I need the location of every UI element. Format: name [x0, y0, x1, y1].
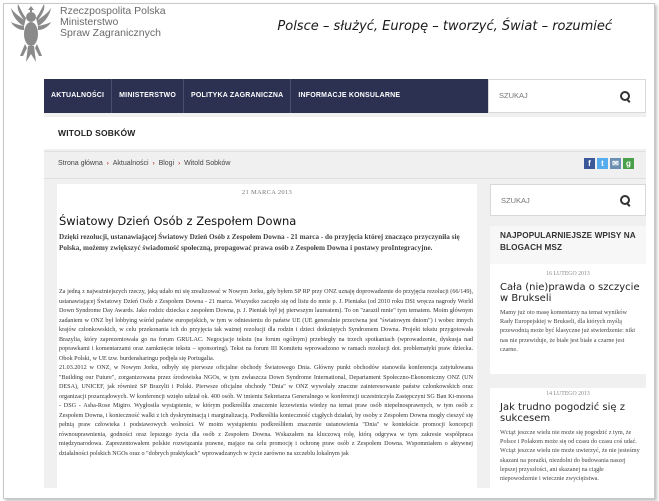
breadcrumb-separator-icon: ›: [106, 161, 109, 167]
card-separator: [490, 374, 646, 388]
top-search-box: [488, 79, 646, 113]
author-title[interactable]: WITOLD SOBKÓW: [58, 128, 136, 138]
google-plus-icon[interactable]: g: [623, 158, 634, 169]
breadcrumb-blogi[interactable]: Blogi: [158, 160, 175, 167]
facebook-icon[interactable]: f: [584, 158, 595, 169]
popular-posts: [490, 226, 646, 490]
post-title[interactable]: Jak trudno pogodzić się z sukcesem: [500, 402, 625, 424]
eagle-emblem-icon[interactable]: [10, 4, 52, 64]
post-date: 16 LUTEGO 2013: [546, 271, 590, 277]
breadcrumb-separator-icon: ›: [152, 161, 155, 167]
sidebar-search-input[interactable]: [499, 195, 613, 206]
article: [57, 184, 477, 490]
breadcrumb-aktualnosci[interactable]: Aktualności: [112, 160, 149, 167]
search-icon[interactable]: [620, 91, 631, 102]
browser-frame: [3, 3, 655, 499]
ministry-line-3: Spraw Zagranicznych: [60, 27, 161, 39]
sidebar: [490, 184, 646, 490]
nav-item-informacje-konsularne[interactable]: INFORMACJE KONSULARNE: [290, 79, 407, 113]
popular-post-card[interactable]: [490, 264, 646, 374]
nav-item-polityka-zagraniczna[interactable]: POLITYKA ZAGRANICZNA: [183, 79, 290, 113]
breadcrumb-current: Witold Sobków: [184, 160, 231, 167]
article-date: 21 MARCA 2013: [241, 189, 293, 196]
brand-header: [4, 4, 654, 76]
article-title: Światowy Dzień Osób z Zespołem Downa: [59, 214, 297, 228]
search-icon[interactable]: [620, 195, 631, 206]
ministry-name[interactable]: [60, 6, 166, 39]
article-body: [59, 288, 473, 459]
breadcrumb-bar: [44, 151, 646, 179]
social-share: [584, 158, 634, 169]
main-navigation: [44, 79, 646, 113]
breadcrumb-home[interactable]: Strona główna: [58, 160, 103, 167]
nav-item-ministerstwo[interactable]: MINISTERSTWO: [111, 79, 183, 113]
post-excerpt: Mamy już oto masę komentarzy na temat wyników Rady Europejskiej w Brukseli, dla których myślą przewodnią może być klasyczne już stwierdzenie: nikt nas nie przewiduje, że białe jest białe a czarne jest czarne.: [500, 309, 636, 353]
twitter-icon[interactable]: t: [597, 158, 608, 169]
nav-item-aktualnosci[interactable]: AKTUALNOŚCI: [51, 92, 105, 99]
article-lead: Dzięki rezolucji, ustanawiającej Światowy Dzień Osób z Zespołem Downa - 21 marca - do przyjęcia której znacząco przyczyniła się Polska, możemy zwiększyć świadomość społeczną, propagować prawa osób z Zespołem Downa i postawy proIntegracyjne.: [59, 233, 460, 252]
ministry-line-2: Ministerstwo: [60, 16, 119, 28]
ministry-motto: Polsce – służyć, Europę – tworzyć, Świat – rozumieć: [277, 19, 612, 34]
post-excerpt: Wciąż jeszcze wielu nie może się pogodzić z tym, że Polsce i Polakom może się od czasu do czasu coś udać. Wciąż jeszcze wielu nie może uwierzyć, że nie jesteśmy skazani na porażki, niezdolni do budowania naszej lepszej przyszłości, ani skazanej na ciągłe niepowodzenie i wiecznie zwyciężstwa.: [500, 429, 640, 483]
ministry-line-1: Rzeczpospolita Polska: [60, 5, 166, 17]
popular-post-card[interactable]: [490, 388, 646, 498]
author-header: [44, 117, 646, 149]
popular-posts-header: [490, 226, 646, 265]
breadcrumb: [58, 160, 230, 167]
top-search-input[interactable]: [497, 90, 611, 101]
breadcrumb-separator-icon: ›: [178, 161, 181, 167]
post-title[interactable]: Cała (nie)prawda o szczycie w Brukseli: [500, 282, 640, 304]
popular-posts-title: NAJPOPULARNIEJSZE WPISY NA BLOGACH MSZ: [500, 231, 636, 252]
article-body-text: Za jedną z najważniejszych rzeczy, jaką udało mi się zrealizować w Nowym Jorku, gdy byłem SP RP przy ONZ uznaję doprowadzenie do przyjęcia rezolucji (66/149), ustanawiającej Światowy Dzień Osób z Zespołem Downa - 21 marca. Wszystko zaczęło się od listu do mnie p. J. Pieniaka (od 2010 roku DSI wręcza nagrody World Down Syndrome Day Awards. Jako rodzic dziecka z zespołem Downa, p. J. Pieniak był jej pierwszym laureatem). To on "zaraził mnie" tym tematem. Moim głównym zadaniem w ONZ był lobbying wśród państw europejskich, w tym w odniesieniu do państw UE (UE generalnie przeciwna jest "światowym dniom") i wobec innych krajów członkowskich, w celu przekonania ich do przyjęcia tak ważnej rezolucji dla rodzin i dzieci dotkniętych Syndromem Downa. Projekt tekstu przygotowała Brazylia, który zaprezentowała go na forum GRULAC. Negocjacje tekstu (na forum ogólnym) przebiegły na trzech spotkaniach (wprowadzenie, dyskusja nad poprawkami i komentarzami oraz zamknięcie tekstu – sponsoring). Tekst na forum III Komitetu wprowadzono w ramach rezolucji dot. problematyki praw dziecka. Obok Polski, w UE tzw. burdensharingu podjęła się Portugalia. 21.03.2012 w ONZ, w Nowym Jorku, odbyły się pierwsze oficjalne obchody Światowego Dnia. Główny punkt obchodów stanowiła konferencja zatytułowana "Building our Future", zorganizowana przez środowiska NGOs, w tym zwłaszcza Down Syndrome International, Departament Społeczno-Ekonomiczny ONZ (UN DESA), UNICEF, jak również SP Brazylii i Polski. Pierwsze oficjalne obchody "Dnia" w ONZ wywołały znaczne zainteresowanie państw członkowskich oraz organizacji pozarządowych. W konferencji wzięło udział ok. 400 osób. W imieniu Sekretarza Generalnego w konferencji uczestniczyła Zastępczyni SG Ban Ki-moona - DSG - Asha-Rose Migiro. Wygłosiła wystąpienie, w którym podkreśliła znaczenie krzewienia wiedzy na temat praw osób niepełnosprawnych, w tym osób z Zespołem Downa, i konieczność walki z ich dyskryminacją i marginalizacją. Podkreśliła konieczność ciągłych działań, by osoby z Zespołem Downa mogły cieszyć się pełnią praw człowieka i podstawowych wolności. W moim wystąpieniu podkreśliłem znaczenie ustanowienia "Dnia" w kontekście promocji koncepcji równouprawnienia, godności oraz lepszego życia dla osób z Zespołem Downa. Wskazałem na kluczową rolę, którą odgrywa w tym zakresie współpraca międzynarodowa. Zaprezentowałem polskie rozwiązania prawne, mające na celu promocję i ochronę praw osób z Zespołem Downa. Wspomniałem o aktywnej działalności polskich NGOs oraz o "dobrych praktykach" wprowadzanych w życie zarówno na szczeblu lokalnym jak: [59, 289, 473, 457]
post-date: 14 LUTEGO 2013: [546, 391, 590, 397]
sidebar-search-box: [490, 184, 646, 216]
email-icon[interactable]: ✉: [610, 158, 621, 169]
